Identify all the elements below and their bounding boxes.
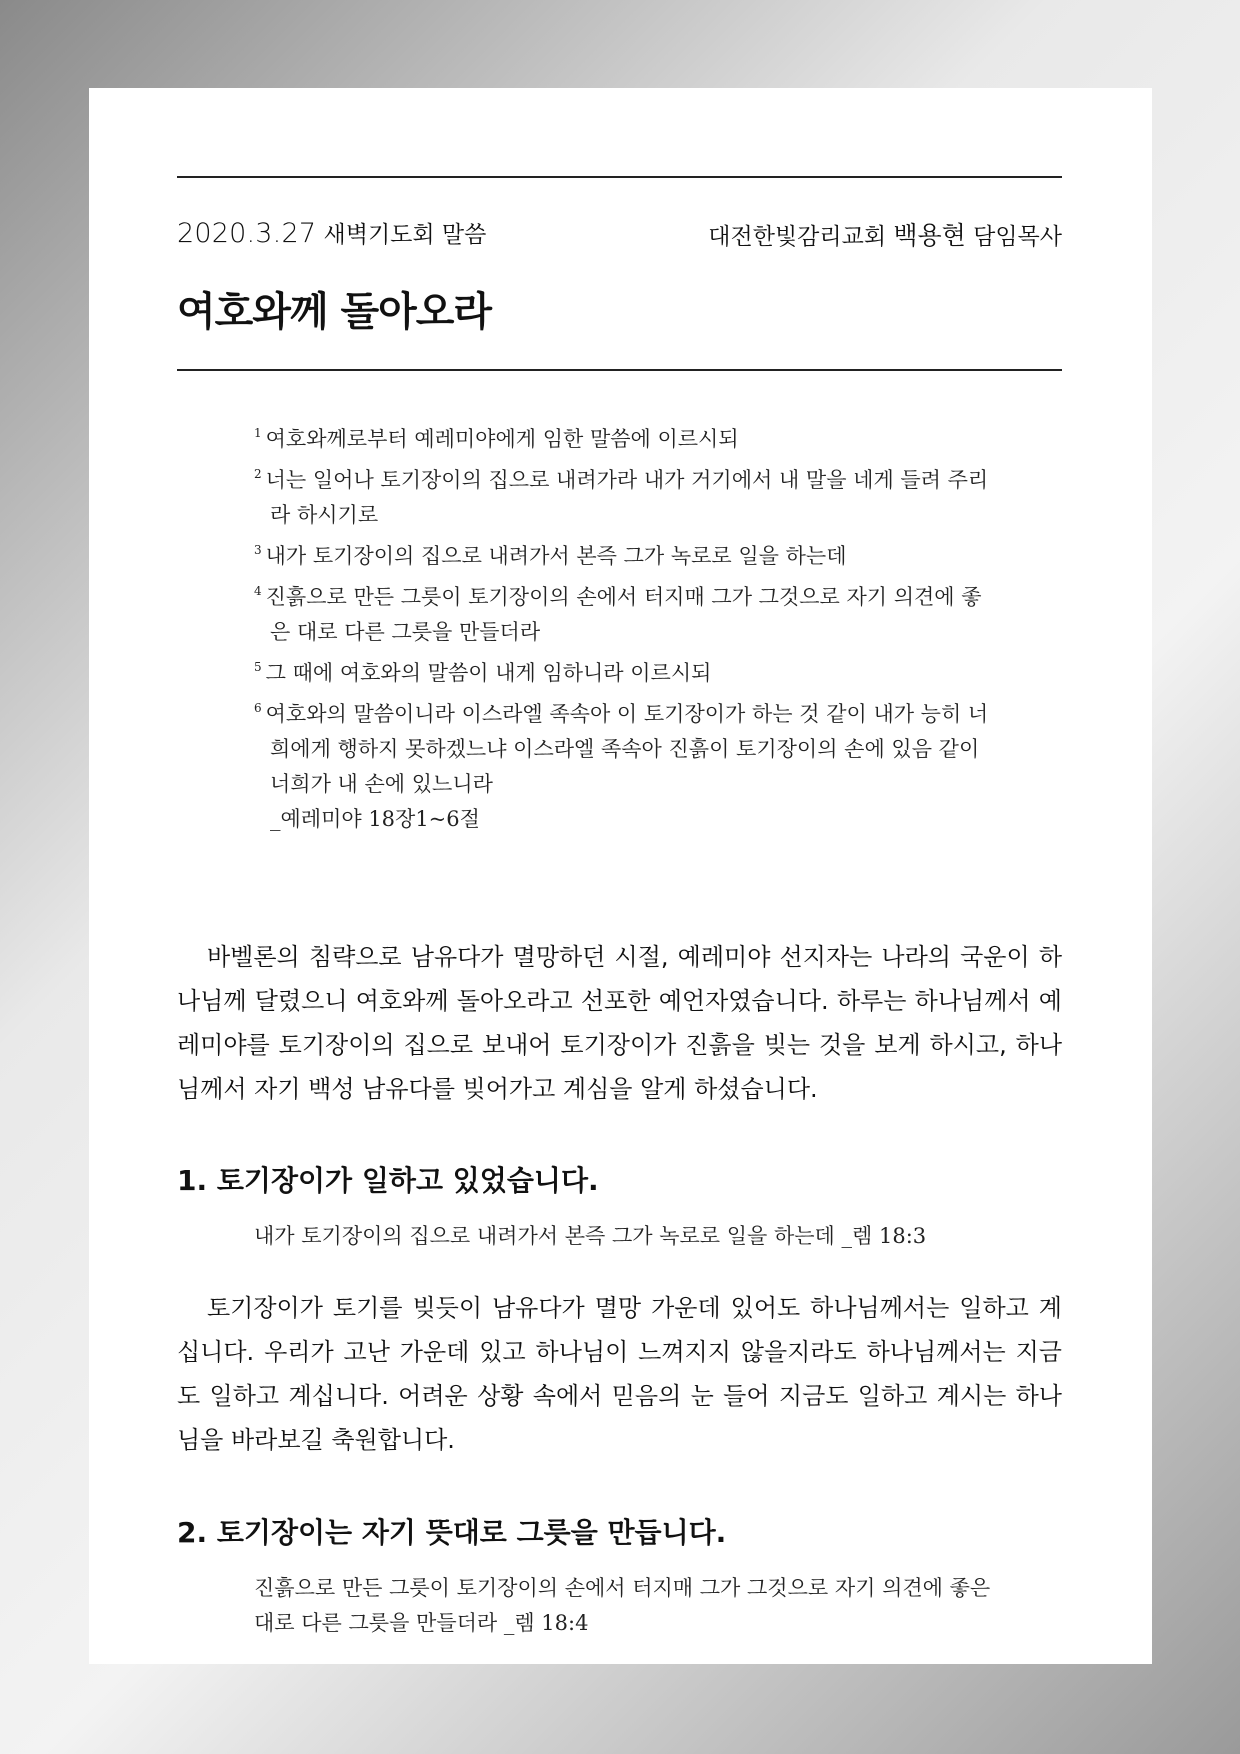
verse-number: 6 (254, 701, 262, 715)
scripture-passage (254, 416, 994, 837)
verse (254, 416, 994, 457)
pastor-name: 백용현 (893, 221, 966, 250)
church-name: 대전한빛감리교회 (708, 224, 887, 250)
sermon-date: 2020.3.27 (177, 218, 317, 249)
verse-number: 2 (254, 467, 262, 481)
verse-text: 내가 토기장이의 집으로 내려가서 본즉 그가 녹로로 일을 하는데 (265, 544, 847, 568)
header-top-rule (177, 176, 1062, 178)
verse-number: 4 (254, 584, 262, 598)
verse-text: 진흙으로 만든 그릇이 토기장이의 손에서 터지매 그가 그것으로 자기 의견에 좋은 대로 다른 그릇을 만들더라 (265, 585, 982, 644)
verse (254, 533, 994, 574)
header-bottom-rule (177, 369, 1062, 371)
section-heading-2: 2. 토기장이는 자기 뜻대로 그릇을 만듭니다. (177, 1516, 727, 1549)
section-body-1: 토기장이가 토기를 빚듯이 남유다가 멸망 가운데 있어도 하나님께서는 일하고 계십니다. 우리가 고난 가운데 있고 하나님이 느껴지지 않을지라도 하나님께서는 지금도 일하고 계십니다. 어려운 상황 속에서 믿음의 눈 들어 지금도 일하고 계시는 하나님을 바라보길 축원합니다. (177, 1294, 1062, 1454)
preacher-line (708, 216, 1062, 252)
document-page (89, 88, 1152, 1664)
scripture-reference: _예레미야 18장1~6절 (270, 807, 480, 831)
verse (254, 691, 994, 802)
verse-number: 3 (254, 543, 262, 557)
section-quote-2: 진흙으로 만든 그릇이 토기장이의 손에서 터지매 그가 그것으로 자기 의견에 좋은 대로 다른 그릇을 만들더라 _렘 18:4 (254, 1576, 991, 1635)
pastor-title: 담임목사 (973, 224, 1062, 250)
verse-number: 5 (254, 660, 262, 674)
verse (254, 650, 994, 691)
verse-text: 여호와의 말씀이니라 이스라엘 족속아 이 토기장이가 하는 것 같이 내가 능히 너희에게 행하지 못하겠느냐 이스라엘 족속아 진흙이 토기장이의 손에 있음 같이 너희가 내 손에 있느니라 (265, 702, 989, 796)
section-quote-1: 내가 토기장이의 집으로 내려가서 본즉 그가 녹로로 일을 하는데 _렘 18:3 (254, 1224, 927, 1248)
section-heading-1: 1. 토기장이가 일하고 있었습니다. (177, 1164, 599, 1197)
verse-number: 1 (254, 426, 262, 440)
verse (254, 457, 994, 533)
verse (254, 574, 994, 650)
verse-text: 여호와께로부터 예레미야에게 임한 말씀에 이르시되 (265, 427, 739, 451)
verse-text: 너는 일어나 토기장이의 집으로 내려가라 내가 거기에서 내 말을 네게 들려 주리라 하시기로 (265, 468, 989, 527)
sermon-date-line (177, 216, 486, 249)
service-name: 새벽기도회 말씀 (323, 222, 487, 248)
verse-text: 그 때에 여호와의 말씀이 내게 임하니라 이르시되 (265, 661, 712, 685)
sermon-title: 여호와께 돌아오라 (177, 289, 492, 335)
intro-paragraph: 바벨론의 침략으로 남유다가 멸망하던 시절, 예레미야 선지자는 나라의 국운이 하나님께 달렸으니 여호와께 돌아오라고 선포한 예언자였습니다. 하루는 하나님께서 예레미야를 토기장이의 집으로 보내어 토기장이가 진흙을 빚는 것을 보게 하시고, 하나님께서 자기 백성 남유다를 빚어가고 계심을 알게 하셨습니다. (177, 943, 1062, 1103)
